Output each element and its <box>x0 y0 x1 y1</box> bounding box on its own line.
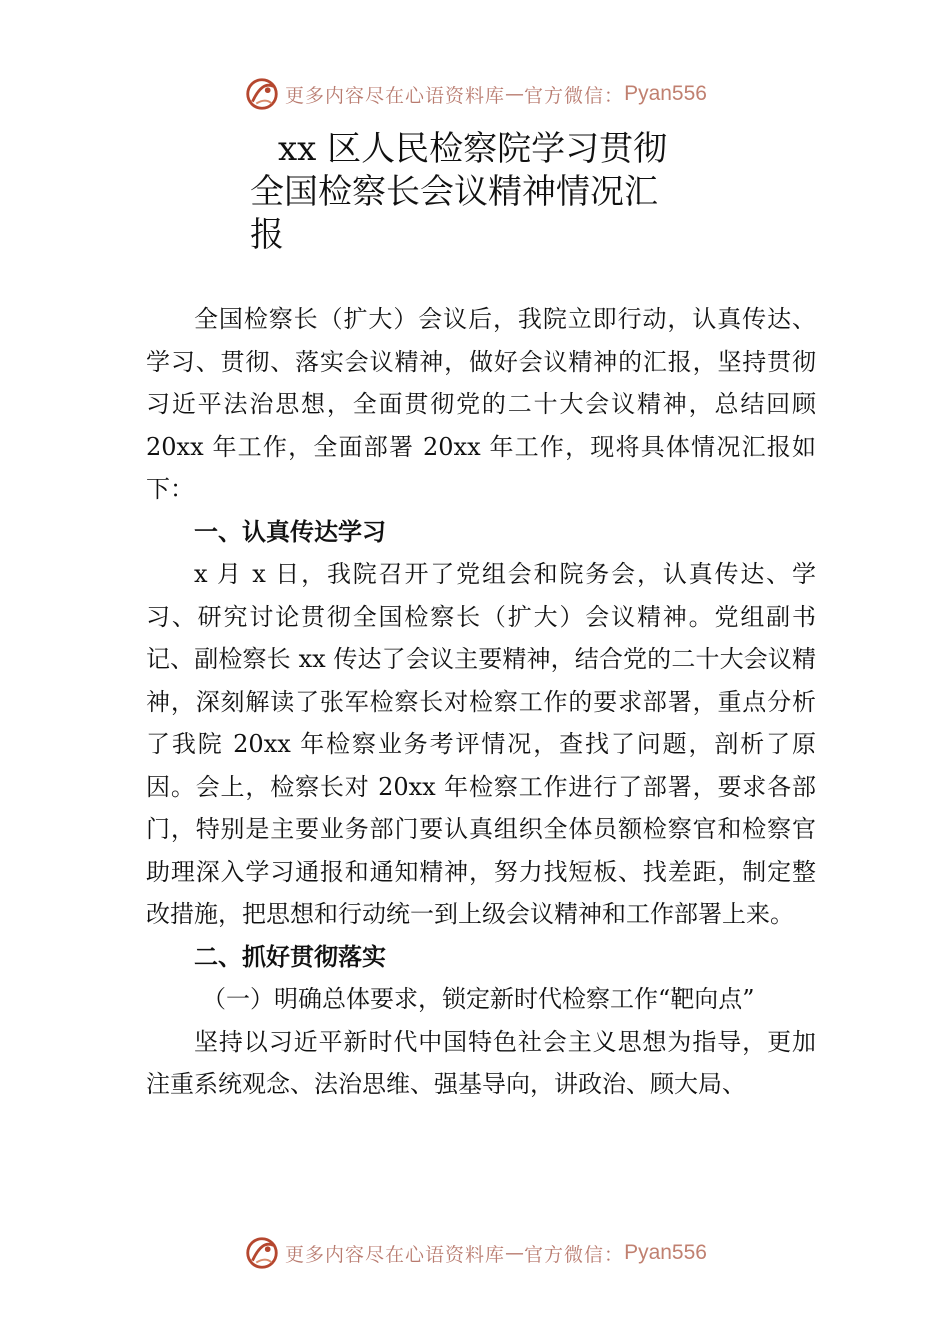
wechat-id: Pyan556 <box>624 82 707 105</box>
wechat-id: Pyan556 <box>624 1241 707 1264</box>
title-line: 报 <box>250 215 284 255</box>
paragraph-intro: 全国检察长（扩大）会议后，我院立即行动，认真传达、学习、贯彻、落实会议精神，做好会议精神的汇报，坚持贯彻习近平法治思想，全面贯彻党的二十大会议精神，总结回顾 20xx 年工作，全面部署 20xx 年工作，现将具体情况汇报如下： <box>146 305 816 503</box>
title-line: 全国检察长会议精神情况汇 <box>250 172 658 212</box>
banner-dash: — <box>505 83 525 105</box>
paragraph-study: x 月 x 日，我院召开了党组会和院务会，认真传达、学习、研究讨论贯彻全国检察长（扩大）会议精神。党组副书记、副检察长 xx 传达了会议主要精神，结合党的二十大会议精神，深刻解读了张军检察长对检察工作的要求部署，重点分析了我院 20xx 年检察业务考评情况，查找了问题，剖析了原因。会上，检察长对 20xx 年检察工作进行了部署，要求各部门，特别是主要业务部门要认真组织全体员额检察官和检察官助理深入学习通报和通知精神，努力找短板、找差距，制定整改措施，把思想和行动统一到上级会议精神和工作部署上来。 <box>146 560 816 928</box>
header-banner <box>0 74 950 114</box>
wechat-label: 官方微信： <box>524 1243 625 1266</box>
wechat-label: 官方微信： <box>524 84 625 107</box>
subsection-heading-1: （一）明确总体要求，锁定新时代检察工作“靶向点” <box>202 985 755 1013</box>
document-title <box>250 128 690 257</box>
section-heading-1: 一、认真传达学习 <box>194 517 386 546</box>
banner-text: 更多内容尽在心语资料库 <box>285 1243 506 1266</box>
document-body <box>146 298 816 1106</box>
banner-dash: — <box>505 1242 525 1264</box>
logo-icon <box>243 75 281 113</box>
section-heading-2: 二、抓好贯彻落实 <box>194 942 386 971</box>
banner-text: 更多内容尽在心语资料库 <box>285 84 506 107</box>
title-line: xx 区人民检察院学习贯彻 <box>278 129 668 169</box>
logo-icon <box>243 1234 281 1272</box>
paragraph-guidance: 坚持以习近平新时代中国特色社会主义思想为指导，更加注重系统观念、法治思维、强基导向，讲政治、顾大局、 <box>146 1027 816 1098</box>
footer-banner <box>0 1233 950 1273</box>
